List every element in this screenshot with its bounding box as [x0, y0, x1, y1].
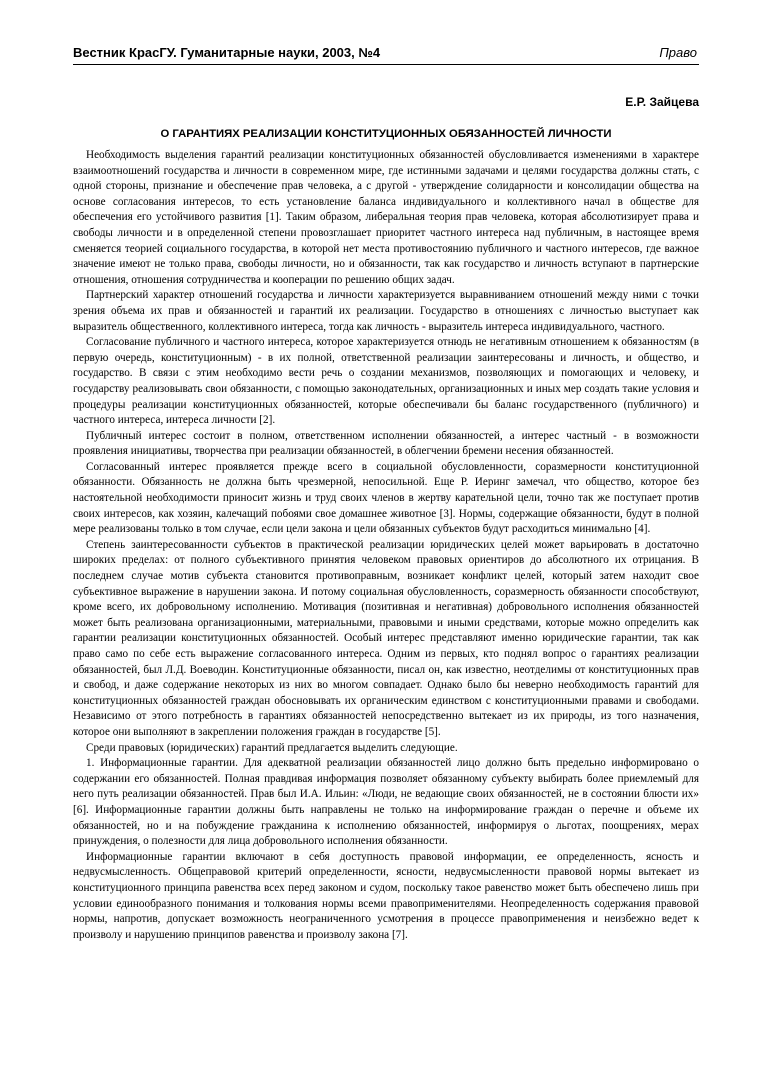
paragraph: Необходимость выделения гарантий реализации конституционных обязанностей обусловливается изменениями в характере взаимоотношений государства и личности в современном мире, где истинными задачами и целями государства должны стать, с одной стороны, признание и обеспечение прав человека, а с другой - утверждение солидарности и консолидации общества на основе согласования интересов, то есть установление баланса индивидуального и коллективного начал в обществе для обеспечения его устойчивого развития [1]. Таким образом, либеральная теория прав человека, которая абсолютизирует права и свободы личности и в определенной степени провозглашает приоритет частного интереса над публичным, в настоящее время сменяется теорией социального государства, в которой нет места противостоянию публичного и частного интересов, где важное значение имеют не только права, свободы личности, но и обязанности, так как государство и личность вступают в партнерские отношения, отношения сотрудничества и кооперации по решению общих задач.: [73, 149, 699, 286]
section-name: Право: [659, 45, 697, 60]
paragraph: Информационные гарантии включают в себя доступность правовой информации, ее определенность, ясность и недвусмысленность. Общеправовой критерий определенности, ясности, недвусмысленности правовой нормы вытекает из конституционного принципа равенства всех перед законом и судом, поскольку такое равенство может быть обеспечено лишь при условии единообразного понимания и толкования нормы всеми правоприменителями. Неопределенность содержания правовой нормы, напротив, допускает возможность неограниченного усмотрения в процессе правоприменения и неизбежно ведет к произволу и нарушению принципов равенства и произволу закона [7].: [73, 850, 699, 941]
paragraph: Публичный интерес состоит в полном, ответственном исполнении обязанностей, а интерес частный - в возможности проявления инициативы, творчества при реализации обязанностей, в облегчении бремени несения обязанностей.: [73, 429, 699, 458]
article-body: [73, 148, 699, 943]
paragraph: Согласованный интерес проявляется прежде всего в социальной обусловленности, соразмерности конституционной обязанности. Обязанность не должна быть чрезмерной, непосильной. Еще Р. Иеринг замечал, что общество, которое без настоятельной необходимости приносит жизнь и труд своих членов в жертву карательной цели, точно так же поступает против своих интересов, как хозяин, калечащий побоями свое домашнее животное [3]. Нормы, содержащие обязанности, будут в полной мере реализованы только в том случае, если цели закона и цели обязанных субъектов будут расходиться минимально [4].: [73, 460, 699, 536]
header-rule: [73, 64, 699, 65]
paragraph: Согласование публичного и частного интереса, которое характеризуется отнюдь не негативным отношением к обязанностям (в первую очередь, конституционным) - в их полной, ответственной реализации заинтересованы и личность, и общество, и государство. В связи с этим необходимо вести речь о создании механизмов, позволяющих и помогающих и человеку, и государству реализовывать свои обязанности, с помощью законодательных, организационных и иных мер создать такие условия и процедуры реализации конституционных обязанностей, которые обеспечивали бы баланс государственного (публичного) и частного интереса, интереса личности [2].: [73, 336, 699, 427]
paragraph: Партнерский характер отношений государства и личности характеризуется выравниванием отношений между ними с точки зрения объема их прав и обязанностей и гарантий их реализации. Государство в отношениях с личностью выступает как выразитель общественного, коллективного интереса, тогда как личность - выразитель интереса индивидуального, частного.: [73, 289, 699, 333]
author-name: Е.Р. Зайцева: [625, 95, 699, 109]
article-title: О ГАРАНТИЯХ РЕАЛИЗАЦИИ КОНСТИТУЦИОННЫХ ОБЯЗАННОСТЕЙ ЛИЧНОСТИ: [160, 128, 612, 140]
journal-title: Вестник КрасГУ. Гуманитарные науки, 2003, №4: [73, 45, 381, 60]
paragraph: Степень заинтересованности субъектов в практической реализации юридических целей может варьировать в достаточно широких пределах: от полного субъективного принятия человеком правовых ориентиров до абсолютного их отрицания. В последнем случае мотив субъекта становится противоправным, возникает конфликт целей, который затем находит свое субъективное выражение в нарушении закона. И потому социальная обусловленность, соразмерность обязанности способствуют, кроме всего, их добровольному исполнению. Мотивация (позитивная и негативная) добровольного исполнения обязанностей может быть реализована организационными, материальными, правовыми и иными средствами, которые можно определить как гарантии реализации конституционных обязанностей. Особый интерес представляют именно юридические гарантии, так как право само по себе есть выражение согласованного интереса. Одним из первых, кто поднял вопрос о гарантиях реализации обязанностей, был Л.Д. Воеводин. Конституционные обязанности, писал он, как известно, неотделимы от конституционных прав и свобод, и даже содержание некоторых из них во многом совпадает. Однако было бы неверно необходимость гарантий для конституционных обязанностей граждан обосновывать их органическим единством с конституционными правами и свободами. Независимо от этого потребность в гарантиях обязанностей непосредственно вытекает из их природы, из того назначения, которое они выполняют в закреплении положения граждан в государстве [5].: [73, 538, 699, 738]
paragraph: 1. Информационные гарантии. Для адекватной реализации обязанностей лицо должно быть предельно информировано о содержании его обязанностей. Полная правдивая информация позволяет обязанному субъекту выбирать более приемлемый для него путь реализации обязанностей. Прав был И.А. Ильин: «Люди, не ведающие своих обязанностей, не в состоянии блюсти их» [6]. Информационные гарантии должны быть направлены не только на информирование граждан о перечне и объеме их обязанностей, но и на побуждение гражданина к исполнению обязанностей, информируя о льготах, поощрениях, мерах принуждения, о полезности для лица добровольного исполнения обязанности.: [73, 757, 699, 848]
paragraph: Среди правовых (юридических) гарантий предлагается выделить следующие.: [86, 741, 458, 754]
running-header: [73, 45, 699, 65]
